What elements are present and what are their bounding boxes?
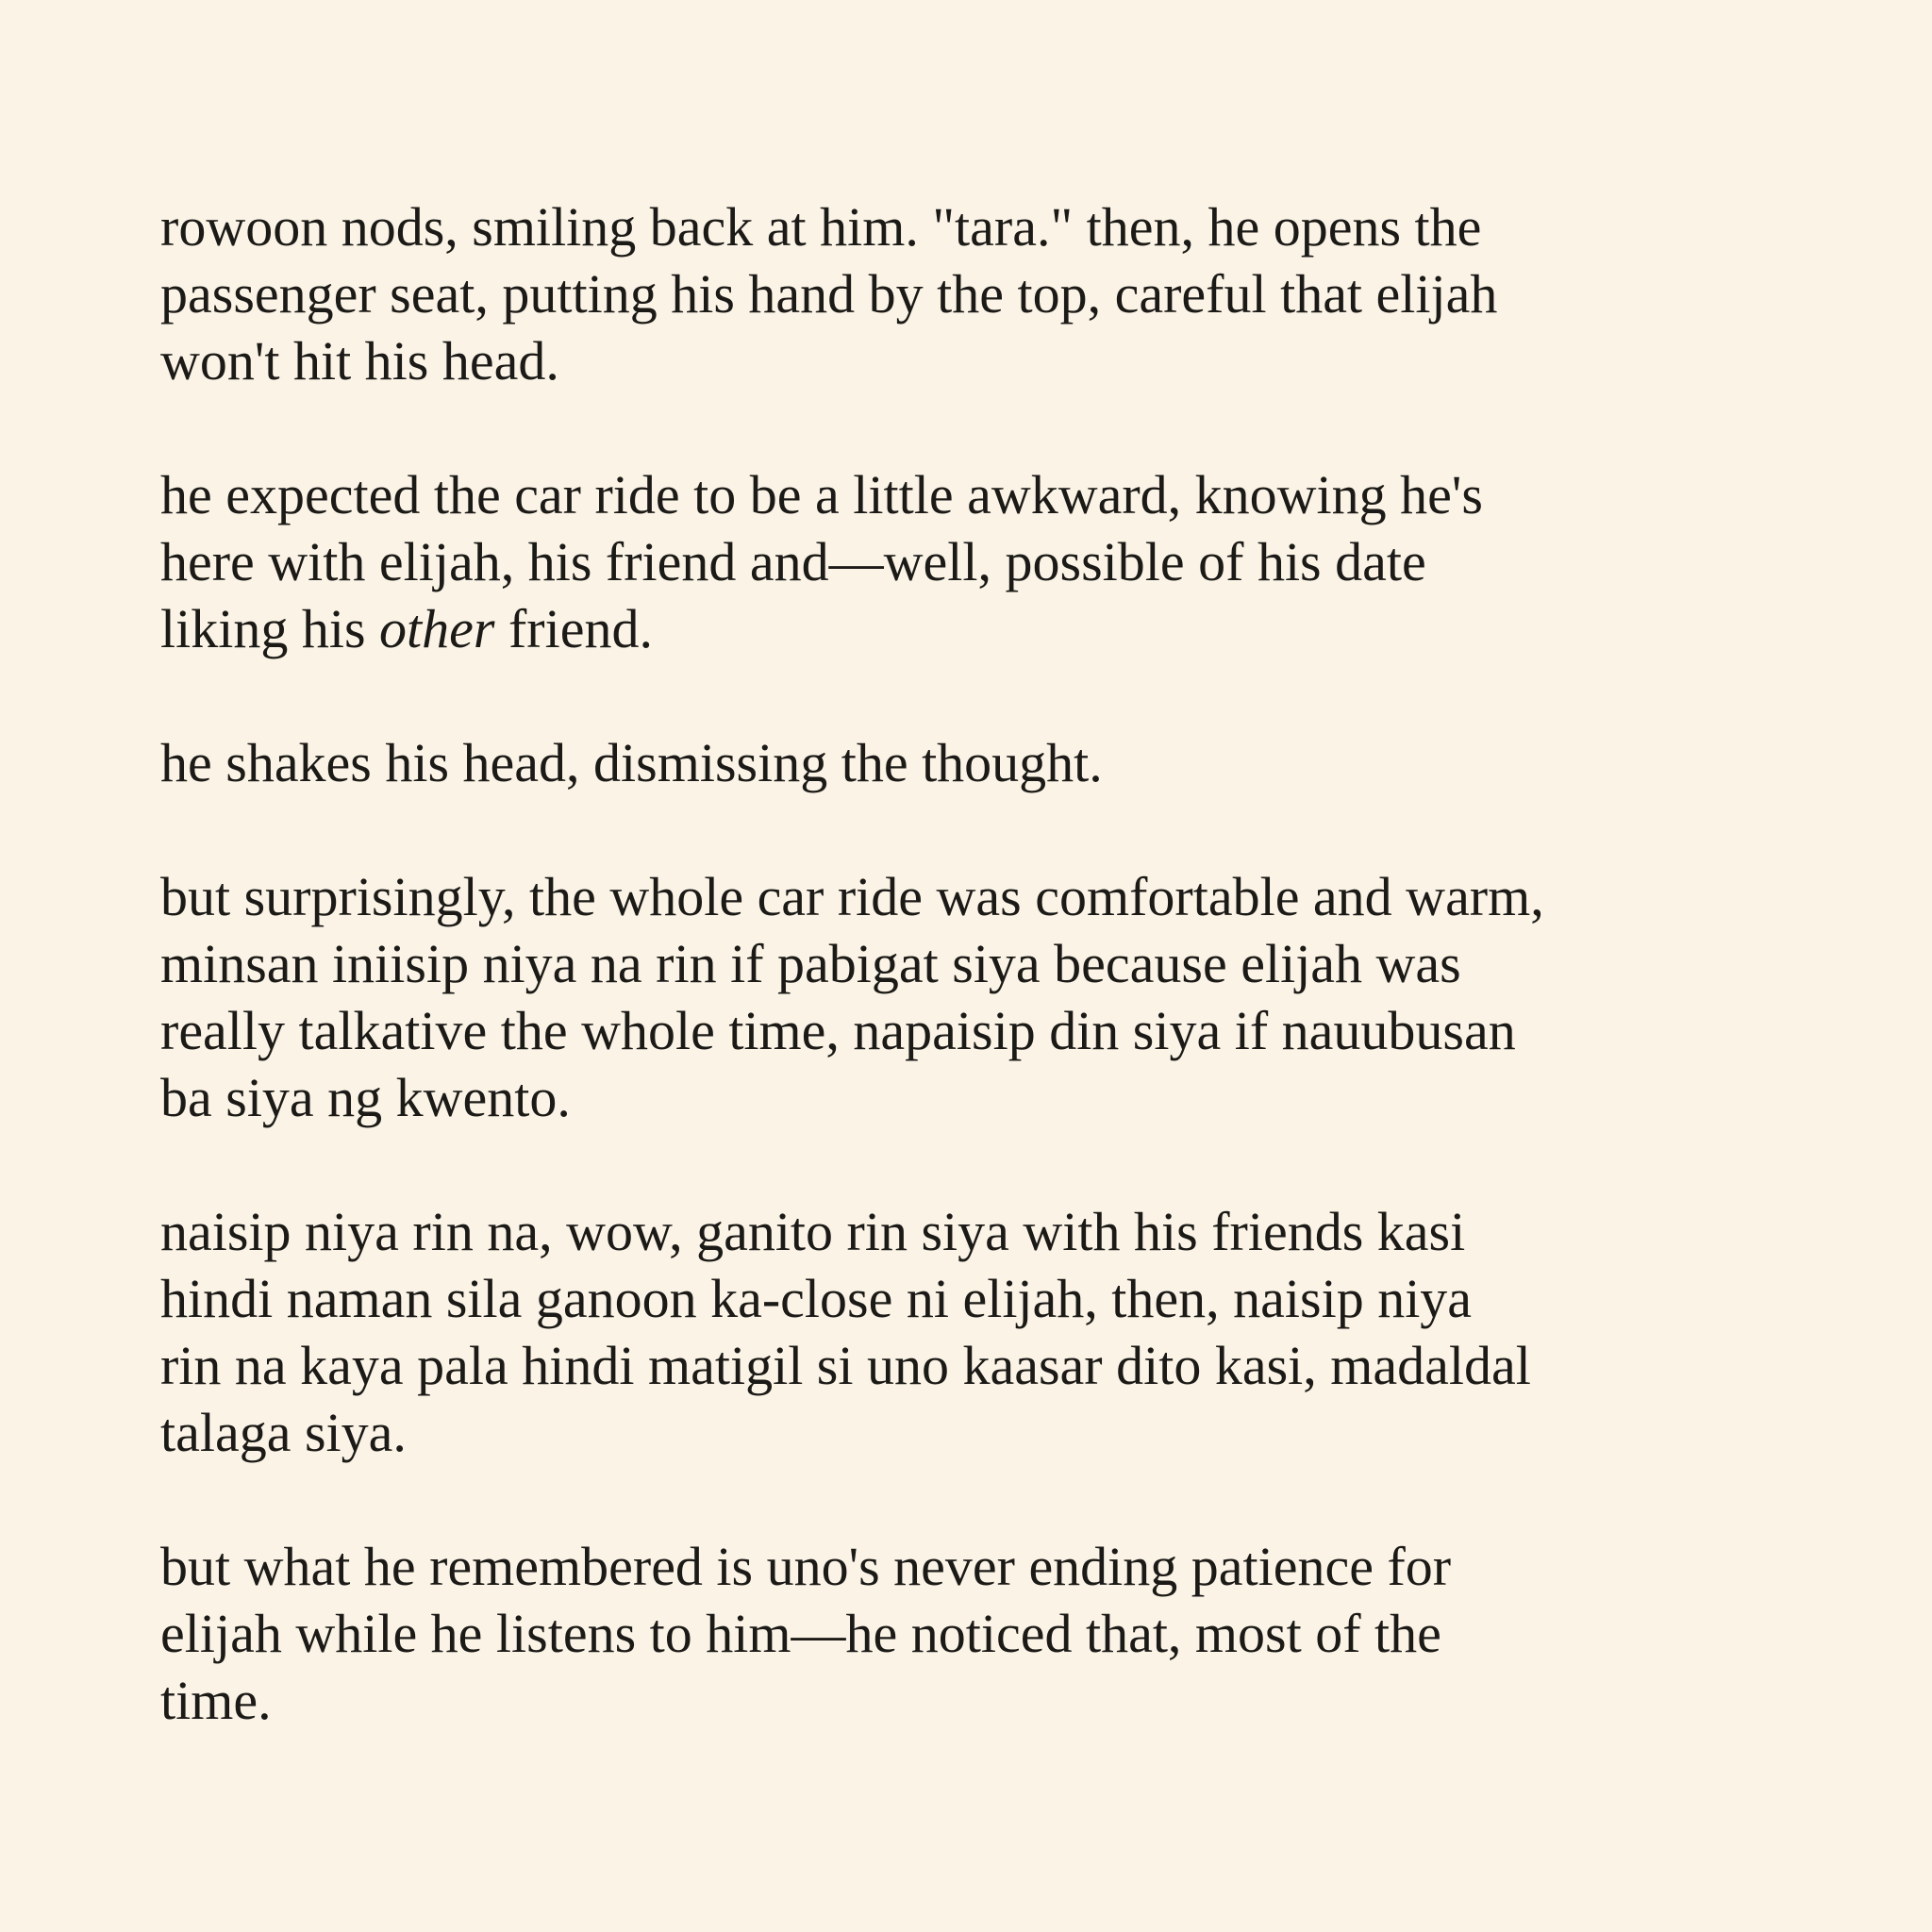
paragraph-3 — [160, 729, 1821, 796]
paragraph-4 — [160, 863, 1821, 1131]
text-line: but surprisingly, the whole car ride was comfortable and warm, — [160, 866, 1544, 927]
text-line: but what he remembered is uno's never ending patience for — [160, 1536, 1452, 1597]
text-line: elijah while he listens to him—he noticed that, most of the — [160, 1603, 1441, 1664]
text-line: rin na kaya pala hindi matigil si uno kaasar dito kasi, madaldal — [160, 1335, 1531, 1396]
text-segment: liking his — [160, 598, 380, 659]
text-line: won't hit his head. — [160, 330, 559, 391]
paragraph-1 — [160, 193, 1821, 394]
text-line: ba siya ng kwento. — [160, 1067, 571, 1128]
text-line: minsan iniisip niya na rin if pabigat siya because elijah was — [160, 933, 1461, 994]
text-line: talaga siya. — [160, 1402, 407, 1463]
text-segment: friend. — [494, 598, 653, 659]
text-line: he expected the car ride to be a little awkward, knowing he's — [160, 464, 1483, 525]
paragraph-6 — [160, 1533, 1821, 1734]
paragraph-5 — [160, 1198, 1821, 1466]
text-line: naisip niya rin na, wow, ganito rin siya with his friends kasi — [160, 1201, 1466, 1262]
text-line: hindi naman sila ganoon ka-close ni elijah, then, naisip niya — [160, 1268, 1473, 1329]
text-line: here with elijah, his friend and—well, possible of his date — [160, 531, 1426, 592]
text-line: time. — [160, 1670, 272, 1731]
text-line: passenger seat, putting his hand by the top, careful that elijah — [160, 263, 1498, 325]
text-line: he shakes his head, dismissing the thought. — [160, 732, 1103, 793]
text-line: really talkative the whole time, napaisip din siya if nauubusan — [160, 1000, 1516, 1061]
text-line: rowoon nods, smiling back at him. "tara." then, he opens the — [160, 196, 1482, 258]
emphasized-word: other — [379, 598, 495, 659]
paragraph-2 — [160, 461, 1821, 662]
story-text — [160, 193, 1821, 1734]
text-line-with-emphasis — [160, 595, 1821, 662]
